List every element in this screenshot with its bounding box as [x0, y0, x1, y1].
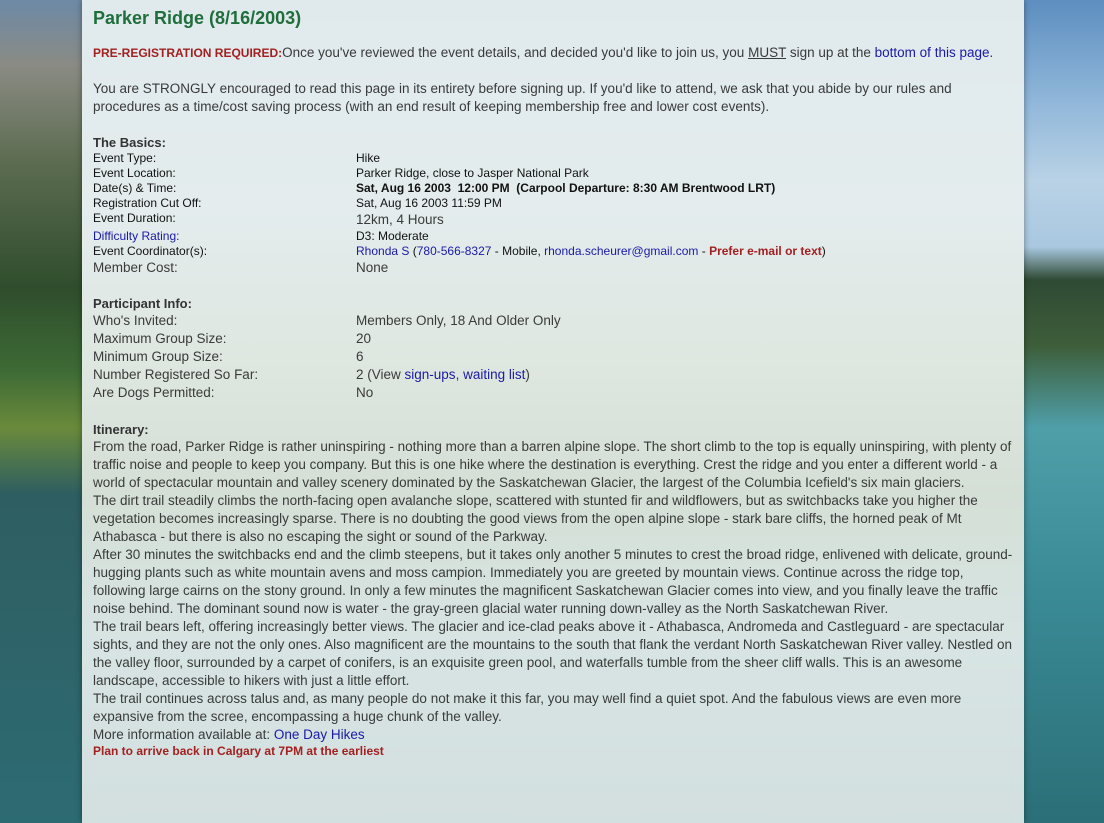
coordinator-label: Event Coordinator(s): [93, 244, 208, 258]
cutoff-row [93, 196, 1014, 211]
event-location-value: Parker Ridge, close to Jasper National Park [356, 166, 589, 180]
bottom-of-page-link[interactable]: bottom of this page [874, 45, 990, 60]
dogs-label: Are Dogs Permitted: [93, 385, 215, 400]
return-plan-note: Plan to arrive back in Calgary at 7PM at the earliest [93, 744, 384, 758]
max-group-value: 20 [356, 331, 372, 346]
date-value: Sat, Aug 16 2003 12:00 PM (Carpool Departure: 8:30 AM Brentwood LRT) [356, 181, 776, 195]
member-cost-value: None [356, 260, 389, 275]
must-text: MUST [748, 45, 787, 60]
max-group-row [93, 330, 1014, 348]
basics-section [93, 151, 1014, 277]
min-group-row [93, 348, 1014, 366]
coordinator-email-link[interactable]: rhonda.scheurer@gmail.com [544, 244, 699, 258]
participant-section [93, 312, 1014, 402]
prereq-notice: PRE-REGISTRATION REQUIRED:Once you've reviewed the event details, and decided you'd like to join us, you MUST sign up at the bottom of this page. [93, 45, 994, 60]
duration-value: 12km, 4 Hours [356, 212, 444, 227]
cutoff-value: Sat, Aug 16 2003 11:59 PM [356, 196, 502, 210]
difficulty-rating-link[interactable]: Difficulty Rating: [93, 229, 180, 243]
cutoff-label: Registration Cut Off: [93, 196, 202, 210]
background-left [0, 0, 82, 823]
sign-ups-link[interactable]: sign-ups [404, 367, 456, 382]
coordinator-row [93, 244, 1014, 259]
one-day-hikes-link[interactable]: One Day Hikes [273, 727, 365, 742]
invited-row [93, 312, 1014, 330]
dogs-row [93, 384, 1014, 402]
duration-row [93, 211, 1014, 229]
member-cost-label: Member Cost: [93, 260, 178, 275]
max-group-label: Maximum Group Size: [93, 331, 227, 346]
coordinator-preference: Prefer e-mail or text [709, 244, 822, 258]
event-location-row [93, 166, 1014, 181]
itinerary-paragraph: From the road, Parker Ridge is rather uninspiring - nothing more than a barren alpine slope. The short climb to the top is equally uninspiring, with plenty of traffic noise and people to keep you company. But this is one hike where the destination is everything. Crest the ridge and you enter a different world - a world of spectacular mountain and valley scenery dominated by the Saskatchewan Glacier, the largest of the Columbia Icefield's six main glaciers. [93, 439, 1012, 490]
min-group-label: Minimum Group Size: [93, 349, 223, 364]
date-label: Date(s) & Time: [93, 181, 177, 195]
date-row [93, 181, 1014, 196]
more-info: More information available at: One Day Hikes [93, 727, 365, 742]
min-group-value: 6 [356, 349, 364, 364]
event-location-label: Event Location: [93, 166, 176, 180]
itinerary-section [93, 438, 1014, 758]
event-panel [82, 0, 1024, 823]
invited-label: Who's Invited: [93, 313, 178, 328]
dogs-value: No [356, 385, 374, 400]
registered-value: 2 (View sign-ups, waiting list) [356, 367, 530, 382]
event-type-row [93, 151, 1014, 166]
event-type-value: Hike [356, 151, 381, 165]
itinerary-paragraph: After 30 minutes the switchbacks end and the climb steepens, but it takes only another 5 minutes to crest the broad ridge, enlivened with delicate, ground-hugging plants such as white mountain avens and moss campion. Immediately you are greeted by mountain views. Continue across the ridge top, following large cairns on the stony ground. In only a few minutes the magnificent Saskatchewan Glacier comes into view, and you finally leave the traffic noise behind. The dominant sound now is water - the gray-green glacial water running down-valley as the North Saskatchewan River. [93, 547, 1013, 616]
prereq-label: PRE-REGISTRATION REQUIRED: [93, 46, 283, 60]
registered-label: Number Registered So Far: [93, 367, 259, 382]
itinerary-paragraph: The dirt trail steadily climbs the north-facing open avalanche slope, scattered with stunted fir and wildflowers, but as switchbacks take you higher the vegetation becomes increasingly sparse. There is no doubting the good views from the open alpine slope - stark bare cliffs, the horned peak of Mt Athabasca - but there is also no escaping the sight or sound of the Parkway. [93, 493, 978, 544]
difficulty-row [93, 229, 1014, 244]
background-right [1024, 0, 1104, 823]
prereq-text: Once you've reviewed the event details, and decided you'd like to join us, you [282, 45, 749, 60]
duration-label: Event Duration: [93, 211, 176, 225]
basics-heading: The Basics: [93, 135, 166, 150]
itinerary-paragraph: The trail bears left, offering increasingly better views. The glacier and ice-clad peaks above it - Athabasca, Andromeda and Castleguard - are spectacular sights, and they are not the only ones. Also magnificent are the mountains to the south that flank the verdant North Saskatchewan River valley. Nestled on the valley floor, surrounded by a carpet of conifers, is an exquisite green pool, and waterfalls tumble from the sheer cliff walls. This is an awesome landscape, accessible to hikers with just a little effort. [93, 619, 1013, 688]
page-title: Parker Ridge (8/16/2003) [93, 8, 302, 28]
registered-row [93, 366, 1014, 384]
itinerary-heading: Itinerary: [93, 422, 149, 437]
event-type-label: Event Type: [93, 151, 157, 165]
coordinator-phone-link[interactable]: 780-566-8327 [416, 244, 492, 258]
participant-heading: Participant Info: [93, 296, 192, 311]
waiting-list-link[interactable]: waiting list [463, 367, 526, 382]
coordinator-name-link[interactable]: Rhonda S [356, 244, 410, 258]
invited-value: Members Only, 18 And Older Only [356, 313, 561, 328]
member-cost-row [93, 259, 1014, 277]
encourage-text: You are STRONGLY encouraged to read this page in its entirety before signing up. If you'd like to attend, we ask that you abide by our rules and procedures as a time/cost saving process (with an end result of keeping membership free and lower cost events). [93, 81, 952, 114]
coordinator-value: Rhonda S (780-566-8327 - Mobile, rhonda.scheurer@gmail.com - Prefer e-mail or text) [356, 244, 826, 258]
itinerary-paragraph: The trail continues across talus and, as many people do not make it this far, you may well find a quiet spot. And the fabulous views are even more expansive from the scree, encompassing a huge chunk of the valley. [93, 691, 962, 724]
difficulty-value: D3: Moderate [356, 229, 429, 243]
